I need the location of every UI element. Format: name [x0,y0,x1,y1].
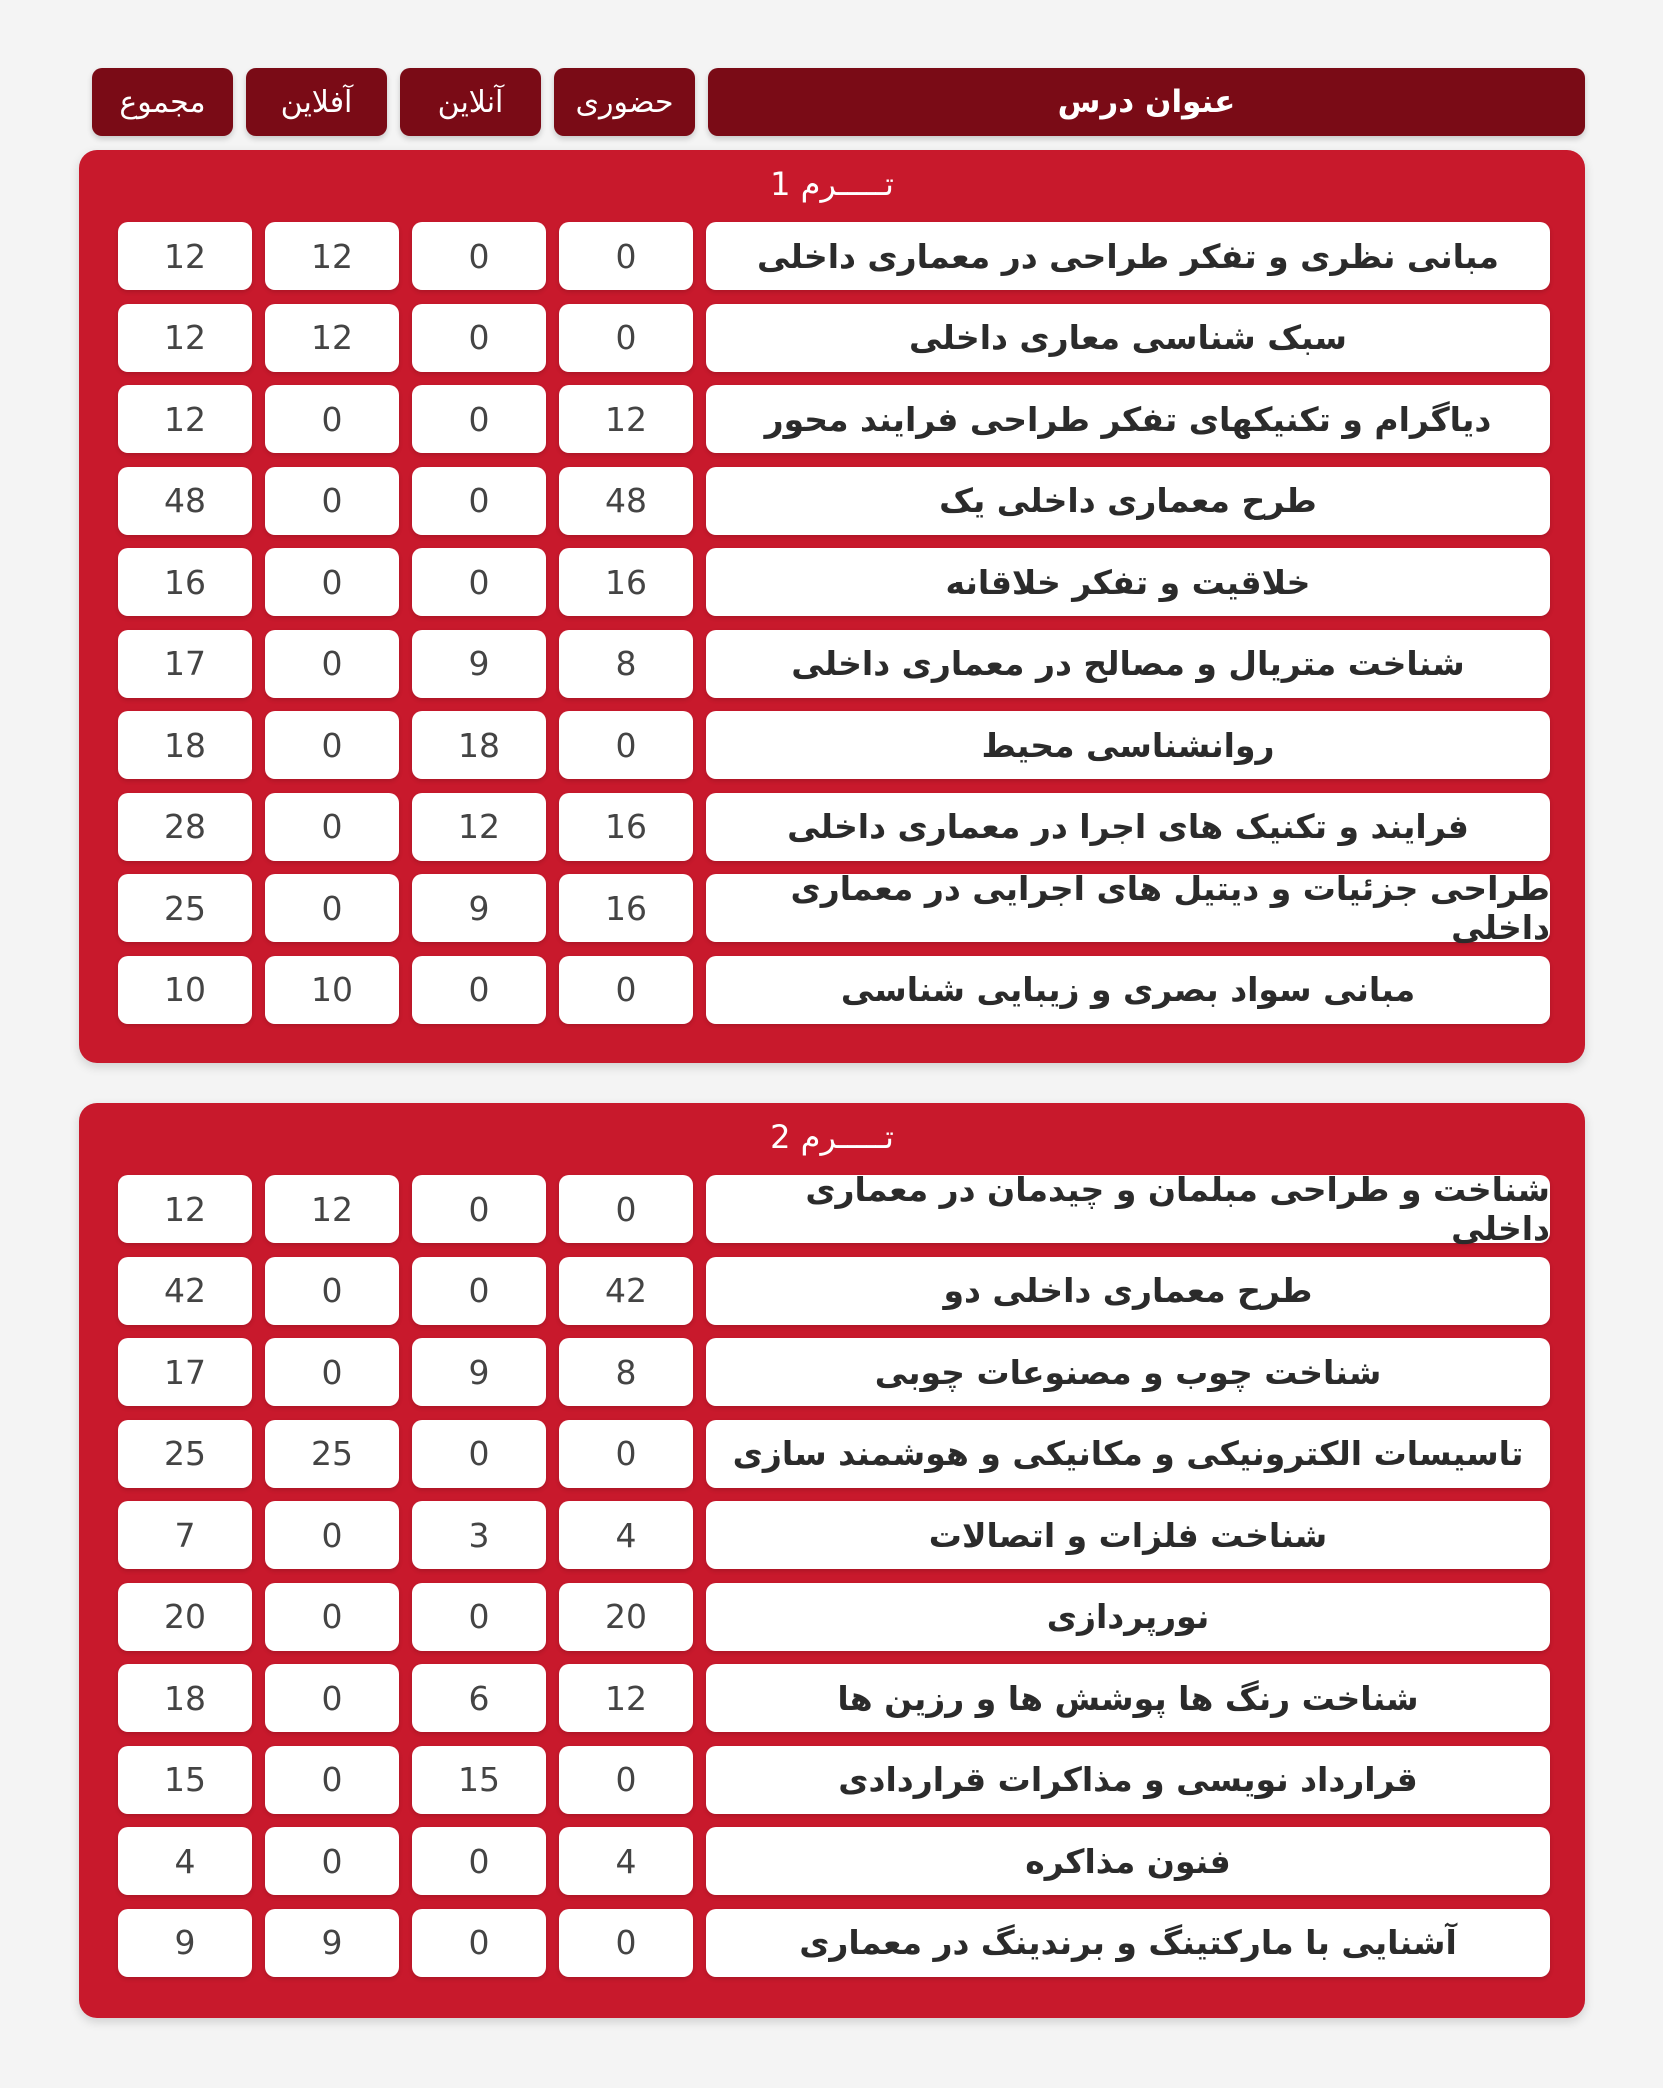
total-hours: 12 [118,222,252,290]
total-hours: 12 [118,304,252,372]
online-hours: 0 [412,1583,546,1651]
offline-hours: 0 [265,1338,399,1406]
offline-hours: 25 [265,1420,399,1488]
offline-hours: 0 [265,1827,399,1895]
online-hours: 0 [412,1827,546,1895]
offline-hours: 12 [265,1175,399,1243]
course-name: آشنایی با مارکتینگ و برندینگ در معماری [706,1909,1550,1977]
total-hours: 42 [118,1257,252,1325]
table-row [114,222,1550,290]
table-row [114,1583,1550,1651]
course-name: شناخت و طراحی مبلمان و چیدمان در معماری داخلی [706,1175,1550,1243]
total-hours: 25 [118,874,252,942]
total-hours: 9 [118,1909,252,1977]
course-name: فنون مذاکره [706,1827,1550,1895]
offline-hours: 0 [265,1583,399,1651]
in-person-hours: 42 [559,1257,693,1325]
in-person-hours: 16 [559,874,693,942]
offline-hours: 0 [265,1746,399,1814]
total-hours: 15 [118,1746,252,1814]
online-hours: 6 [412,1664,546,1732]
in-person-hours: 4 [559,1501,693,1569]
in-person-hours: 12 [559,385,693,453]
total-hours: 7 [118,1501,252,1569]
online-hours: 0 [412,385,546,453]
course-name: شناخت چوب و مصنوعات چوبی [706,1338,1550,1406]
course-name: تاسیسات الکترونیکی و مکانیکی و هوشمند سازی [706,1420,1550,1488]
course-name: فرایند و تکنیک های اجرا در معماری داخلی [706,793,1550,861]
table-row [114,1909,1550,1977]
in-person-hours: 16 [559,548,693,616]
table-row [114,630,1550,698]
total-hours: 17 [118,1338,252,1406]
in-person-hours: 0 [559,304,693,372]
total-hours: 20 [118,1583,252,1651]
online-hours: 12 [412,793,546,861]
online-hours: 9 [412,874,546,942]
in-person-hours: 20 [559,1583,693,1651]
offline-hours: 0 [265,630,399,698]
header-offline: آفلاین [246,68,387,136]
total-hours: 12 [118,385,252,453]
table-row [114,467,1550,535]
course-name: طرح معماری داخلی دو [706,1257,1550,1325]
online-hours: 0 [412,222,546,290]
table-row [114,1827,1550,1895]
total-hours: 10 [118,956,252,1024]
online-hours: 15 [412,1746,546,1814]
course-name: نورپردازی [706,1583,1550,1651]
table-row [114,869,1550,947]
course-name: مبانی سواد بصری و زیبایی شناسی [706,956,1550,1024]
total-hours: 4 [118,1827,252,1895]
table-row [114,1746,1550,1814]
table-row [114,793,1550,861]
online-hours: 0 [412,1175,546,1243]
in-person-hours: 16 [559,793,693,861]
in-person-hours: 0 [559,1420,693,1488]
total-hours: 18 [118,1664,252,1732]
offline-hours: 0 [265,711,399,779]
course-name: روانشناسی محیط [706,711,1550,779]
table-row [114,711,1550,779]
course-name: شناخت فلزات و اتصالات [706,1501,1550,1569]
online-hours: 9 [412,630,546,698]
offline-hours: 0 [265,874,399,942]
in-person-hours: 0 [559,1909,693,1977]
term-2-title: تـــــرم 2 [770,1118,894,1156]
offline-hours: 9 [265,1909,399,1977]
online-hours: 0 [412,1909,546,1977]
total-hours: 17 [118,630,252,698]
table-header [79,68,1585,136]
online-hours: 0 [412,956,546,1024]
header-online: آنلاین [400,68,541,136]
in-person-hours: 0 [559,222,693,290]
online-hours: 3 [412,1501,546,1569]
header-course-title: عنوان درس [708,68,1585,136]
table-row [114,1501,1550,1569]
course-name: شناخت متریال و مصالح در معماری داخلی [706,630,1550,698]
online-hours: 0 [412,1420,546,1488]
offline-hours: 0 [265,1257,399,1325]
course-name: شناخت رنگ ها پوشش ها و رزین ها [706,1664,1550,1732]
offline-hours: 0 [265,467,399,535]
offline-hours: 0 [265,1501,399,1569]
offline-hours: 0 [265,548,399,616]
total-hours: 16 [118,548,252,616]
in-person-hours: 12 [559,1664,693,1732]
header-total: مجموع [92,68,233,136]
term-2-rows [114,1170,1550,1990]
course-name: قرارداد نویسی و مذاکرات قراردادی [706,1746,1550,1814]
online-hours: 0 [412,467,546,535]
online-hours: 0 [412,1257,546,1325]
table-row [114,385,1550,453]
table-row [114,548,1550,616]
header-in-person: حضوری [554,68,695,136]
total-hours: 12 [118,1175,252,1243]
in-person-hours: 8 [559,630,693,698]
online-hours: 0 [412,548,546,616]
in-person-hours: 0 [559,1746,693,1814]
table-row [114,956,1550,1024]
table-row [114,1338,1550,1406]
total-hours: 25 [118,1420,252,1488]
offline-hours: 0 [265,793,399,861]
course-name: سبک شناسی معاری داخلی [706,304,1550,372]
table-row [114,304,1550,372]
in-person-hours: 0 [559,711,693,779]
total-hours: 18 [118,711,252,779]
course-name: مبانی نظری و تفکر طراحی در معماری داخلی [706,222,1550,290]
in-person-hours: 0 [559,956,693,1024]
term-1-title: تـــــرم 1 [770,165,894,203]
term-1-rows [114,222,1550,1037]
online-hours: 9 [412,1338,546,1406]
table-row [114,1257,1550,1325]
course-name: خلاقیت و تفکر خلاقانه [706,548,1550,616]
term-1-section [79,150,1585,1063]
table-row [114,1664,1550,1732]
term-2-section [79,1103,1585,2018]
table-row [114,1170,1550,1248]
offline-hours: 0 [265,1664,399,1732]
offline-hours: 0 [265,385,399,453]
total-hours: 48 [118,467,252,535]
course-name: طرح معماری داخلی یک [706,467,1550,535]
in-person-hours: 0 [559,1175,693,1243]
offline-hours: 10 [265,956,399,1024]
offline-hours: 12 [265,222,399,290]
in-person-hours: 48 [559,467,693,535]
in-person-hours: 8 [559,1338,693,1406]
online-hours: 18 [412,711,546,779]
table-row [114,1420,1550,1488]
in-person-hours: 4 [559,1827,693,1895]
course-name: دیاگرام و تکنیکهای تفکر طراحی فرایند محور [706,385,1550,453]
offline-hours: 12 [265,304,399,372]
course-name: طراحی جزئیات و دیتیل های اجرایی در معماری داخلی [706,874,1550,942]
online-hours: 0 [412,304,546,372]
total-hours: 28 [118,793,252,861]
